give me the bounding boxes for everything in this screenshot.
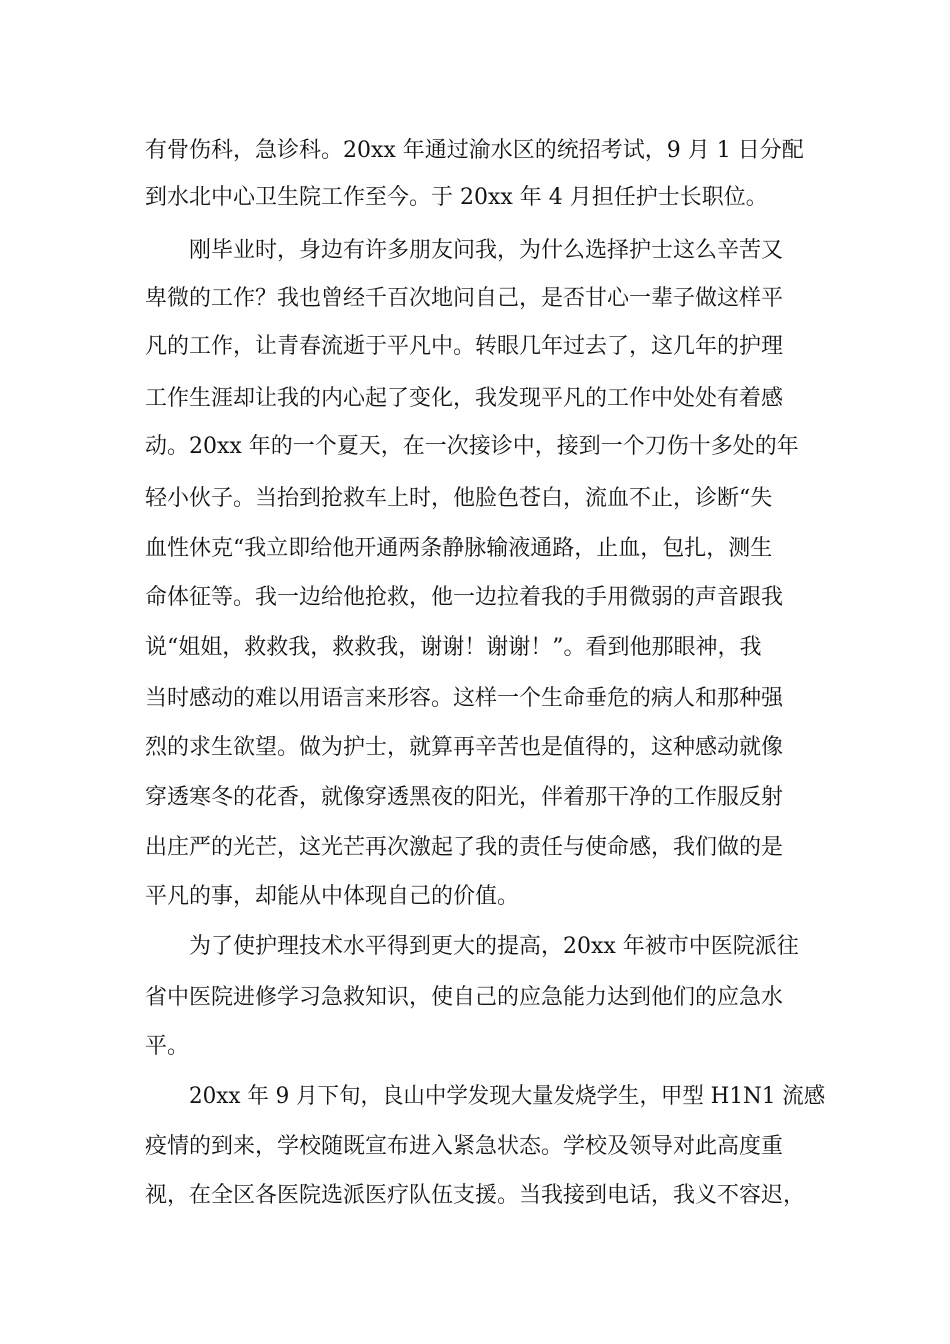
text-line: 烈的求生欲望。做为护士，就算再辛苦也是值得的，这种感动就像 — [145, 735, 784, 760]
text-line: 凡的工作，让青春流逝于平凡中。转眼几年过去了，这几年的护理 — [145, 334, 784, 359]
text-line: 命体征等。我一边给他抢救，他一边拉着我的手用微弱的声音跟我 — [145, 585, 784, 610]
text-line: 刚毕业时，身边有许多朋友问我，为什么选择护士这么辛苦又 — [189, 238, 784, 263]
text-line: 疫情的到来，学校随既宣布进入紧急状态。学校及领导对此高度重 — [145, 1134, 784, 1159]
text-line: 有骨伤科，急诊科。20xx 年通过渝水区的统招考试，9 月 1 日分配 — [145, 138, 804, 163]
text-line: 穿透寒冬的花香，就像穿透黑夜的阳光，伴着那干净的工作服反射 — [145, 785, 784, 810]
text-line: 轻小伙子。当抬到抢救车上时，他脸色苍白，流血不止，诊断“失 — [145, 486, 773, 511]
text-line: 工作生涯却让我的内心起了变化，我发现平凡的工作中处处有着感 — [145, 386, 784, 411]
text-line: 视，在全区各医院选派医疗队伍支援。当我接到电话，我义不容迟， — [145, 1183, 806, 1208]
text-line: 动。20xx 年的一个夏天，在一次接诊中，接到一个刀伤十多处的年 — [145, 434, 799, 459]
text-line: 平凡的事，却能从中体现自己的价值。 — [145, 884, 520, 909]
text-line: 卑微的工作？我也曾经千百次地问自己，是否甘心一辈子做这样平 — [145, 286, 784, 311]
text-line: 省中医院进修学习急救知识，使自己的应急能力达到他们的应急水 — [145, 985, 784, 1010]
text-line: 出庄严的光芒，这光芒再次激起了我的责任与使命感，我们做的是 — [145, 835, 784, 860]
text-line: 当时感动的难以用语言来形容。这样一个生命垂危的病人和那种强 — [145, 686, 784, 711]
text-line: 20xx 年 9 月下旬，良山中学发现大量发烧学生，甲型 H1N1 流感 — [189, 1084, 826, 1109]
text-line: 为了使护理技术水平得到更大的提高，20xx 年被市中医院派往 — [189, 934, 799, 959]
text-line: 平。 — [145, 1034, 190, 1059]
text-line: 说“姐姐，救救我，救救我，谢谢！谢谢！”。看到他那眼神，我 — [145, 635, 762, 660]
text-line: 血性休克“我立即给他开通两条静脉输液通路，止血，包扎，测生 — [145, 536, 773, 561]
text-line: 到水北中心卫生院工作至今。于 20xx 年 4 月担任护士长职位。 — [145, 185, 768, 210]
